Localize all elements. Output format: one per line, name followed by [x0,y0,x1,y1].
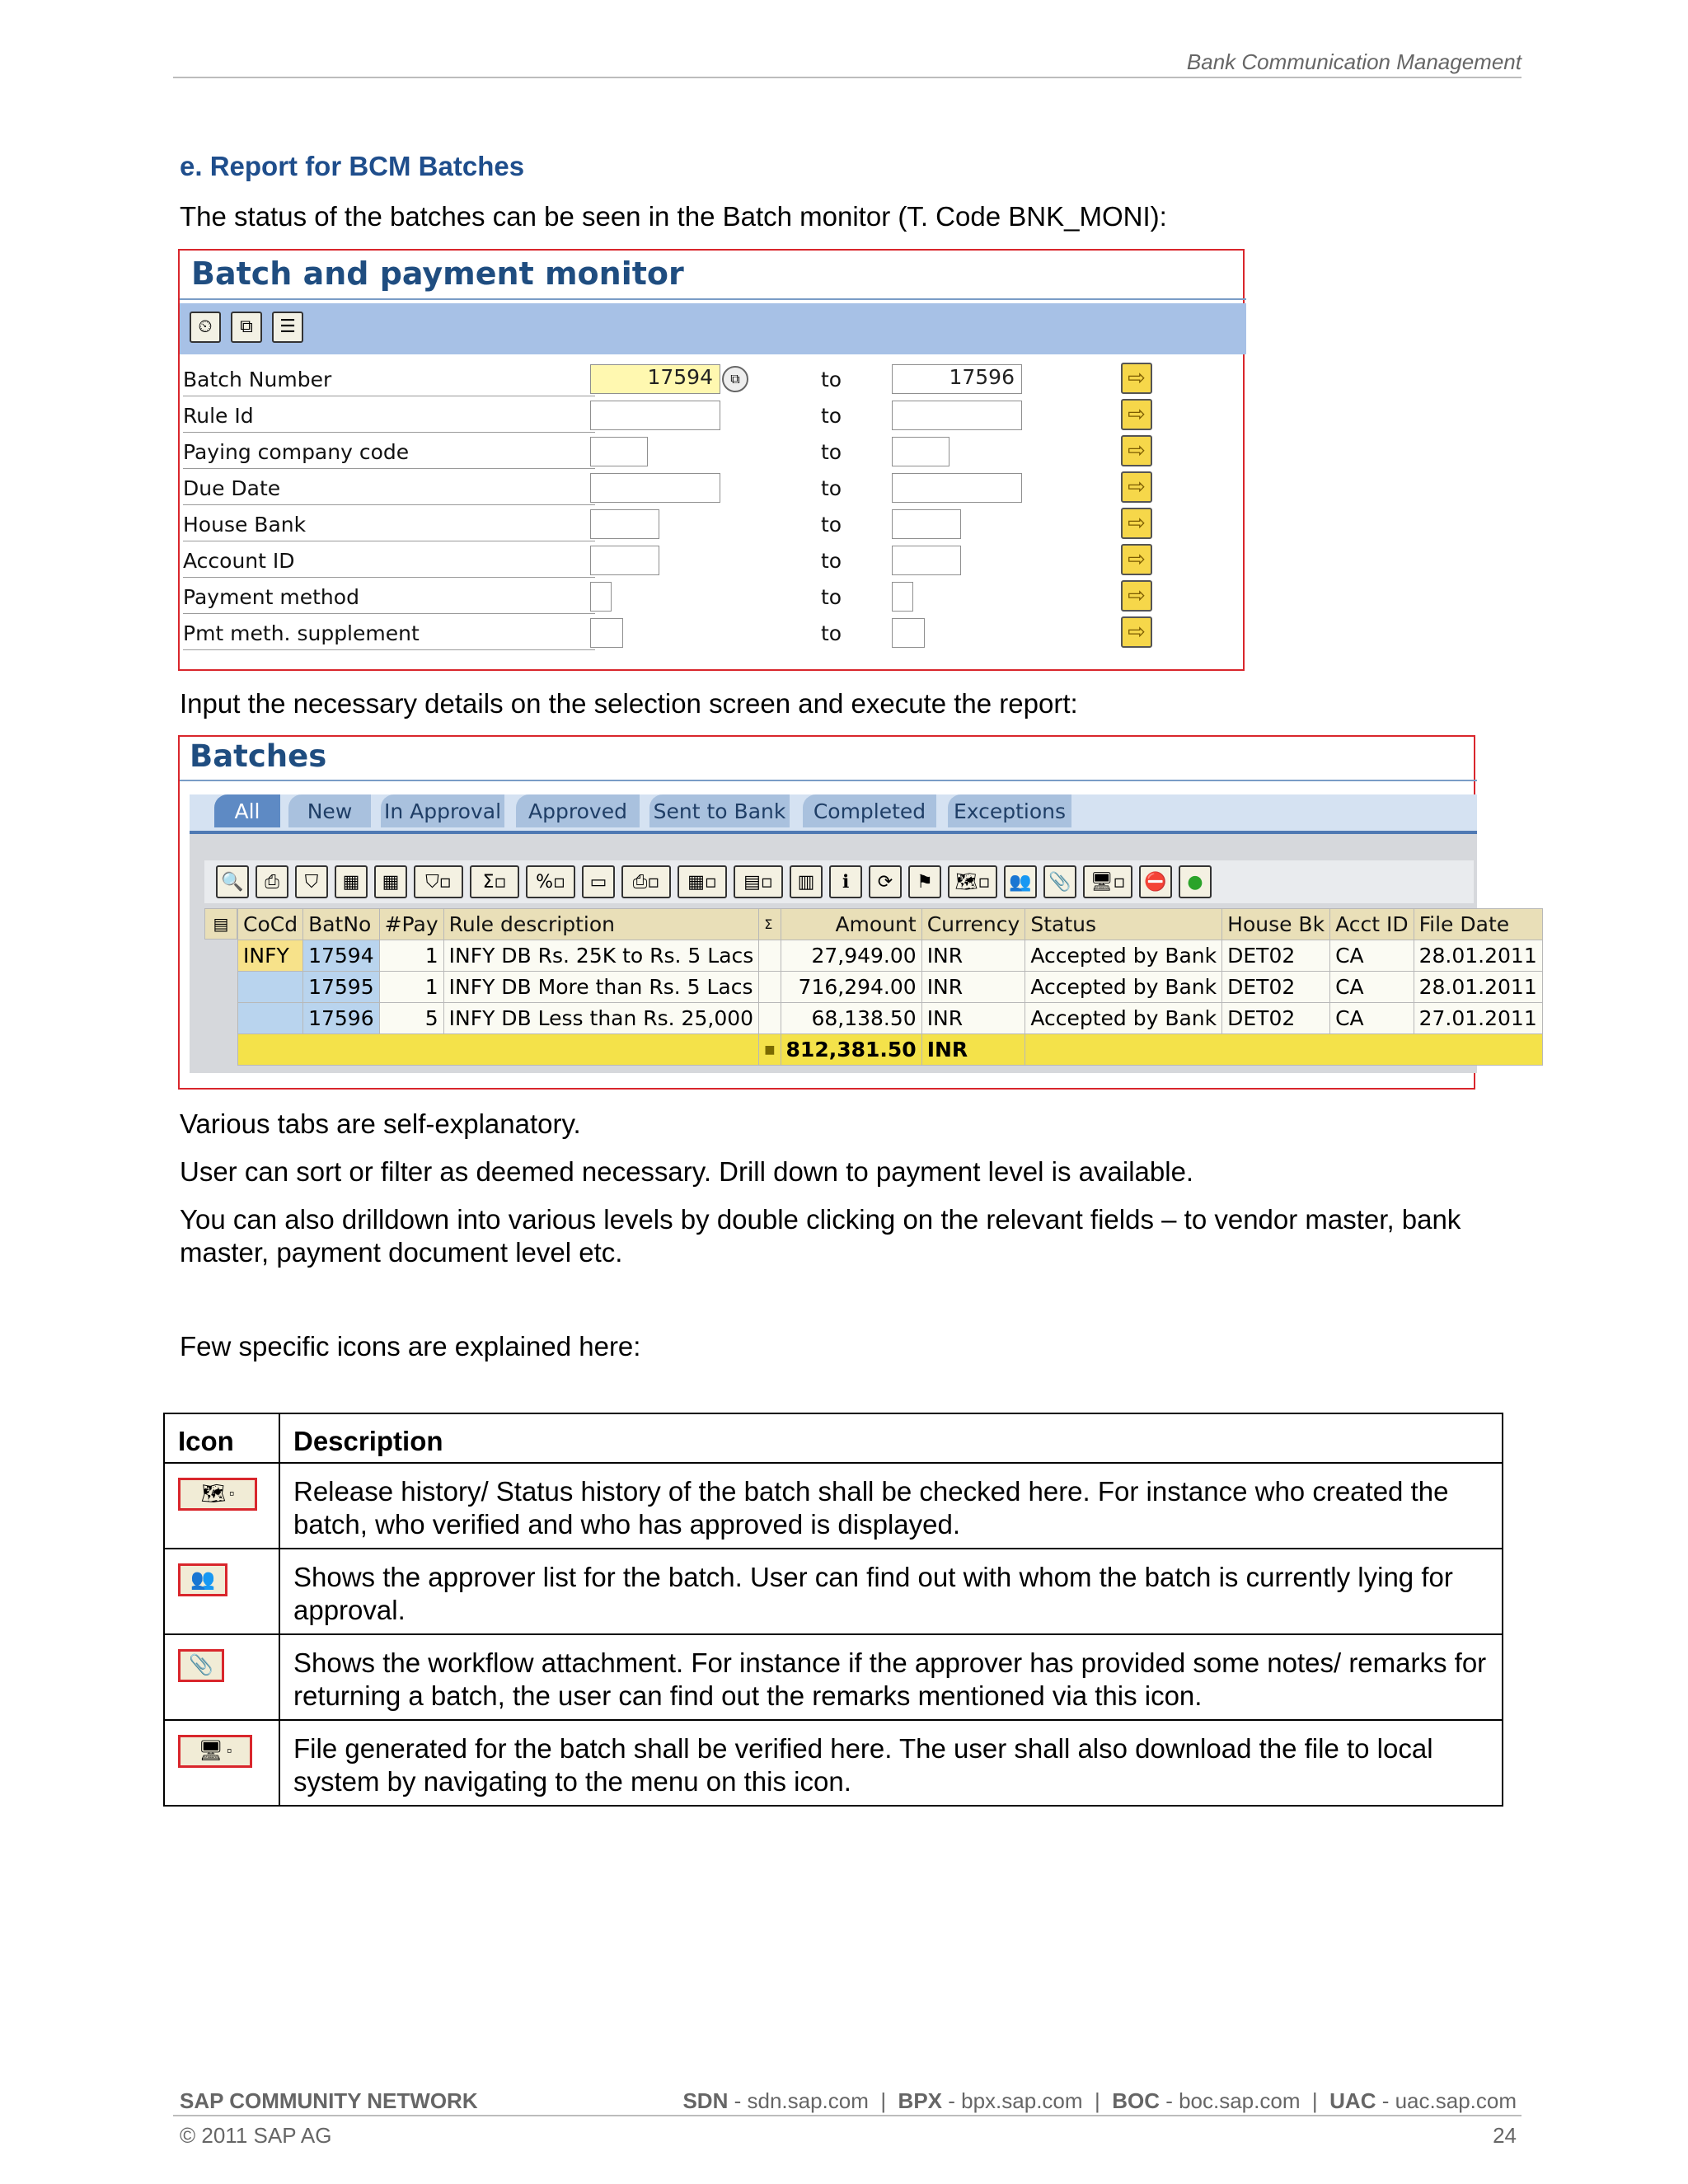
workflow-attachment-icon: 📎 [178,1649,224,1682]
drill-paragraph: You can also drilldown into various levels by double clicking on the relevant fields – to vendor master, bank master, payment document level etc. [180,1204,1461,1268]
cell-sigma[interactable] [759,972,781,1003]
cell-amount[interactable]: 27,949.00 [781,940,921,972]
footer-network: SAP COMMUNITY NETWORK [180,2088,478,2113]
table-row[interactable] [238,1003,1543,1034]
running-header: Bank Communication Management [1186,49,1522,74]
cell-batno[interactable]: 17595 [303,972,380,1003]
to-field[interactable] [892,509,961,539]
row-divider [183,613,595,614]
from-field[interactable] [590,582,612,612]
to-label: to [821,549,842,573]
ok-icon[interactable]: ● [1179,865,1212,898]
stop-icon[interactable]: ⛔ [1139,865,1172,898]
total-currency: INR [921,1034,1025,1066]
footer-link-boc[interactable]: boc.sap.com [1179,2088,1301,2113]
multiple-selection-arrow-icon[interactable]: ⇨ [1121,580,1152,612]
cell-rule[interactable]: INFY DB Less than Rs. 25,000 [443,1003,759,1034]
total-row [238,1034,1543,1066]
footer-rule [173,2115,1522,2116]
selection-options-icon[interactable]: ☰ [272,312,303,343]
tabs-paragraph: Various tabs are self-explanatory. [180,1108,581,1139]
to-label: to [821,476,842,500]
from-field[interactable] [590,401,720,430]
layout-icon[interactable]: ▤▫ [734,865,783,898]
column-header-amount[interactable]: Amount [781,909,921,940]
header-rule [173,77,1522,78]
cell-file-date[interactable]: 27.01.2011 [1414,1003,1542,1034]
field-label: House Bank [183,513,307,537]
cell-acct-id[interactable]: CA [1330,972,1414,1003]
batches-title: Batches [190,738,327,774]
workflow-attachment-icon[interactable]: 📎 [1043,865,1076,898]
multiple-selection-arrow-icon[interactable]: ⇨ [1121,616,1152,648]
batch-monitor-screenshot [178,249,1245,671]
multiple-selection-arrow-icon[interactable]: ⇨ [1121,508,1152,539]
to-label: to [821,585,842,609]
row-divider [183,649,595,650]
cell-sigma[interactable] [759,1003,781,1034]
cell-house-bk[interactable]: DET02 [1222,972,1330,1003]
cell-pay[interactable]: 1 [379,972,443,1003]
cell-pay[interactable]: 1 [379,940,443,972]
to-field[interactable] [892,582,913,612]
from-field[interactable]: 17594 [590,364,720,394]
monitor-toolbar [180,303,1246,354]
column-header-currency[interactable]: Currency [921,909,1025,940]
cell-cocd[interactable]: INFY [238,940,303,972]
to-label: to [821,621,842,645]
file-verify-icon[interactable]: 🖥▫ [1083,865,1132,898]
cell-rule[interactable]: INFY DB Rs. 25K to Rs. 5 Lacs [443,940,759,972]
from-field[interactable] [590,473,720,503]
to-field[interactable] [892,618,925,648]
footer-link-boc-label: BOC [1112,2088,1160,2113]
footer-link-bpx-label: BPX [898,2088,943,2113]
grid-toolbar [204,860,1474,903]
cell-cocd[interactable] [238,972,303,1003]
icon-description-table [163,1413,1503,1807]
grey-icon[interactable]: ▦ [374,865,407,898]
footer-link-uac[interactable]: uac.sap.com [1395,2088,1517,2113]
tab-completed[interactable]: Completed [803,794,936,827]
tab-new[interactable]: New [288,794,371,827]
multiple-selection-arrow-icon[interactable]: ⇨ [1121,435,1152,466]
cell-currency[interactable]: INR [921,972,1025,1003]
cell-cocd[interactable] [238,1003,303,1034]
table-row[interactable] [238,972,1543,1003]
section-title: e. Report for BCM Batches [180,151,525,181]
page-number: 24 [1493,2123,1517,2148]
refresh-icon[interactable]: ⟳ [869,865,902,898]
to-label: to [821,368,842,391]
to-field[interactable] [892,473,1022,503]
intro-paragraph: The status of the batches can be seen in the Batch monitor (T. Code BNK_MONI): [180,201,1167,232]
multiple-selection-arrow-icon[interactable]: ⇨ [1121,544,1152,575]
export-icon[interactable]: ▭ [582,865,615,898]
cell-amount[interactable]: 716,294.00 [781,972,921,1003]
field-label: Account ID [183,549,295,573]
tab-strip [190,794,1477,831]
to-field[interactable]: 17596 [892,364,1022,394]
cell-batno[interactable]: 17594 [303,940,380,972]
icon-description: File generated for the batch shall be verified here. The user shall also download the file to local system by navigating to the menu on this icon. [279,1720,1503,1806]
get-variant-icon[interactable]: ⧉ [231,312,262,343]
row-divider [183,504,595,505]
row-divider [183,577,595,578]
tab-all[interactable]: All [214,794,280,827]
tab-exceptions[interactable]: Exceptions [948,794,1071,827]
sort-paragraph: User can sort or filter as deemed necessary. Drill down to payment level is available. [180,1156,1194,1187]
icon-description: Release history/ Status history of the batch shall be checked here. For instance who created the batch, who verified and who has approved is displayed. [279,1463,1503,1549]
column-header-rule[interactable]: Rule description [443,909,759,940]
column-header-status[interactable]: Status [1025,909,1222,940]
cell-currency[interactable]: INR [921,940,1025,972]
cell-status[interactable]: Accepted by Bank [1025,1003,1222,1034]
field-label: Paying company code [183,440,410,464]
footer-link-sdn-label: SDN [682,2088,729,2113]
column-header-sigma[interactable]: Σ [759,909,781,940]
total-amount: 812,381.50 [781,1034,921,1066]
approver-list-icon: 👥 [178,1563,227,1596]
spreadsheet-icon[interactable]: ▦▫ [678,865,727,898]
from-field[interactable] [590,618,623,648]
to-label: to [821,513,842,537]
row-divider [183,432,595,433]
print-icon[interactable]: ⎙ [256,865,288,898]
footer-link-bpx[interactable]: bpx.sap.com [961,2088,1083,2113]
execute-icon[interactable]: ⏲ [190,312,221,343]
field-label: Payment method [183,585,359,609]
table-row[interactable] [238,940,1543,972]
icon-description: Shows the approver list for the batch. User can find out with whom the batch is currently lying for approval. [279,1549,1503,1634]
multiple-selection-arrow-icon[interactable]: ⇨ [1121,399,1152,430]
table-row [164,1463,1503,1549]
to-field[interactable] [892,546,961,575]
cell-batno[interactable]: 17596 [303,1003,380,1034]
field-label: Rule Id [183,404,254,428]
table-row [164,1720,1503,1806]
tab-in-approval[interactable]: In Approval [381,794,504,827]
cell-file-date[interactable]: 28.01.2011 [1414,972,1542,1003]
footer-copyright: © 2011 SAP AG [180,2123,332,2148]
field-label: Pmt meth. supplement [183,621,420,645]
multiple-selection-arrow-icon[interactable]: ⇨ [1121,471,1152,503]
footer-link-uac-label: UAC [1329,2088,1376,2113]
tab-sent-to-bank[interactable]: Sent to Bank [649,794,790,827]
total-spacer [1025,1034,1542,1066]
input-paragraph: Input the necessary details on the selection screen and execute the report: [180,688,1078,719]
to-label: to [821,404,842,428]
from-field[interactable] [590,437,648,466]
multiple-selection-icon[interactable]: ⧉ [722,366,748,392]
field-label: Due Date [183,476,281,500]
column-header-pay[interactable]: #Pay [379,909,443,940]
print-preview-icon[interactable]: ⎙▫ [621,865,671,898]
icons-intro-paragraph: Few specific icons are explained here: [180,1331,641,1361]
cell-status[interactable]: Accepted by Bank [1025,940,1222,972]
cell-amount[interactable]: 68,138.50 [781,1003,921,1034]
column-header-cocd[interactable]: CoCd [238,909,303,940]
table-row [164,1549,1503,1634]
chart-icon[interactable]: ▥ [790,865,823,898]
batches-grid [237,908,1543,1066]
column-header-file-date[interactable]: File Date [1414,909,1542,940]
info-icon[interactable]: ℹ [829,865,862,898]
row-divider [183,468,595,469]
cell-rule[interactable]: INFY DB More than Rs. 5 Lacs [443,972,759,1003]
icon-description: Shows the workflow attachment. For instance if the approver has provided some notes/ remarks for returning a batch, the user can find out the remarks mentioned via this icon. [279,1634,1503,1720]
description-column-header: Description [279,1413,1503,1463]
total-marker: ■ [759,1034,781,1066]
field-label: Batch Number [183,368,332,391]
filter-set-icon[interactable]: ⛉▫ [414,865,463,898]
release-history-icon[interactable]: 🗺▫ [948,865,997,898]
table-row [164,1634,1503,1720]
details-icon[interactable]: 🔍 [216,865,249,898]
icon-column-header: Icon [164,1413,279,1463]
cell-house-bk[interactable]: DET02 [1222,940,1330,972]
filter-icon[interactable]: ⛉ [295,865,328,898]
batches-screenshot [178,735,1537,1090]
release-history-icon: 🗺 ▫ [178,1478,257,1511]
save-icon[interactable]: ▦ [335,865,368,898]
multiple-selection-arrow-icon[interactable]: ⇨ [1121,363,1152,394]
footer-links: SDN - sdn.sap.com | BPX - bpx.sap.com | BOC - boc.sap.com | UAC - uac.sap.com [682,2088,1517,2113]
footer-link-sdn[interactable]: sdn.sap.com [747,2088,869,2113]
from-field[interactable] [590,546,659,575]
subtotal-icon[interactable]: %▫ [526,865,575,898]
sum-icon[interactable]: Σ▫ [470,865,519,898]
column-header-house-bk[interactable]: House Bk [1222,909,1330,940]
cell-currency[interactable]: INR [921,1003,1025,1034]
column-header-batno[interactable]: BatNo [303,909,380,940]
cell-status[interactable]: Accepted by Bank [1025,972,1222,1003]
to-field[interactable] [892,401,1022,430]
cell-sigma[interactable] [759,940,781,972]
cell-pay[interactable]: 5 [379,1003,443,1034]
cell-file-date[interactable]: 28.01.2011 [1414,940,1542,972]
cell-acct-id[interactable]: CA [1330,1003,1414,1034]
tab-approved[interactable]: Approved [516,794,640,827]
column-header-acct-id[interactable]: Acct ID [1330,909,1414,940]
to-field[interactable] [892,437,950,466]
select-all-icon[interactable]: ▤ [204,908,237,940]
cell-acct-id[interactable]: CA [1330,940,1414,972]
cell-house-bk[interactable]: DET02 [1222,1003,1330,1034]
approver-list-icon[interactable]: 👥 [1004,865,1037,898]
monitor-title: Batch and payment monitor [191,255,684,292]
from-field[interactable] [590,509,659,539]
map-icon[interactable]: ⚑ [908,865,941,898]
to-label: to [821,440,842,464]
file-verify-icon: 🖥 ▫ [178,1735,252,1768]
total-spacer [238,1034,759,1066]
